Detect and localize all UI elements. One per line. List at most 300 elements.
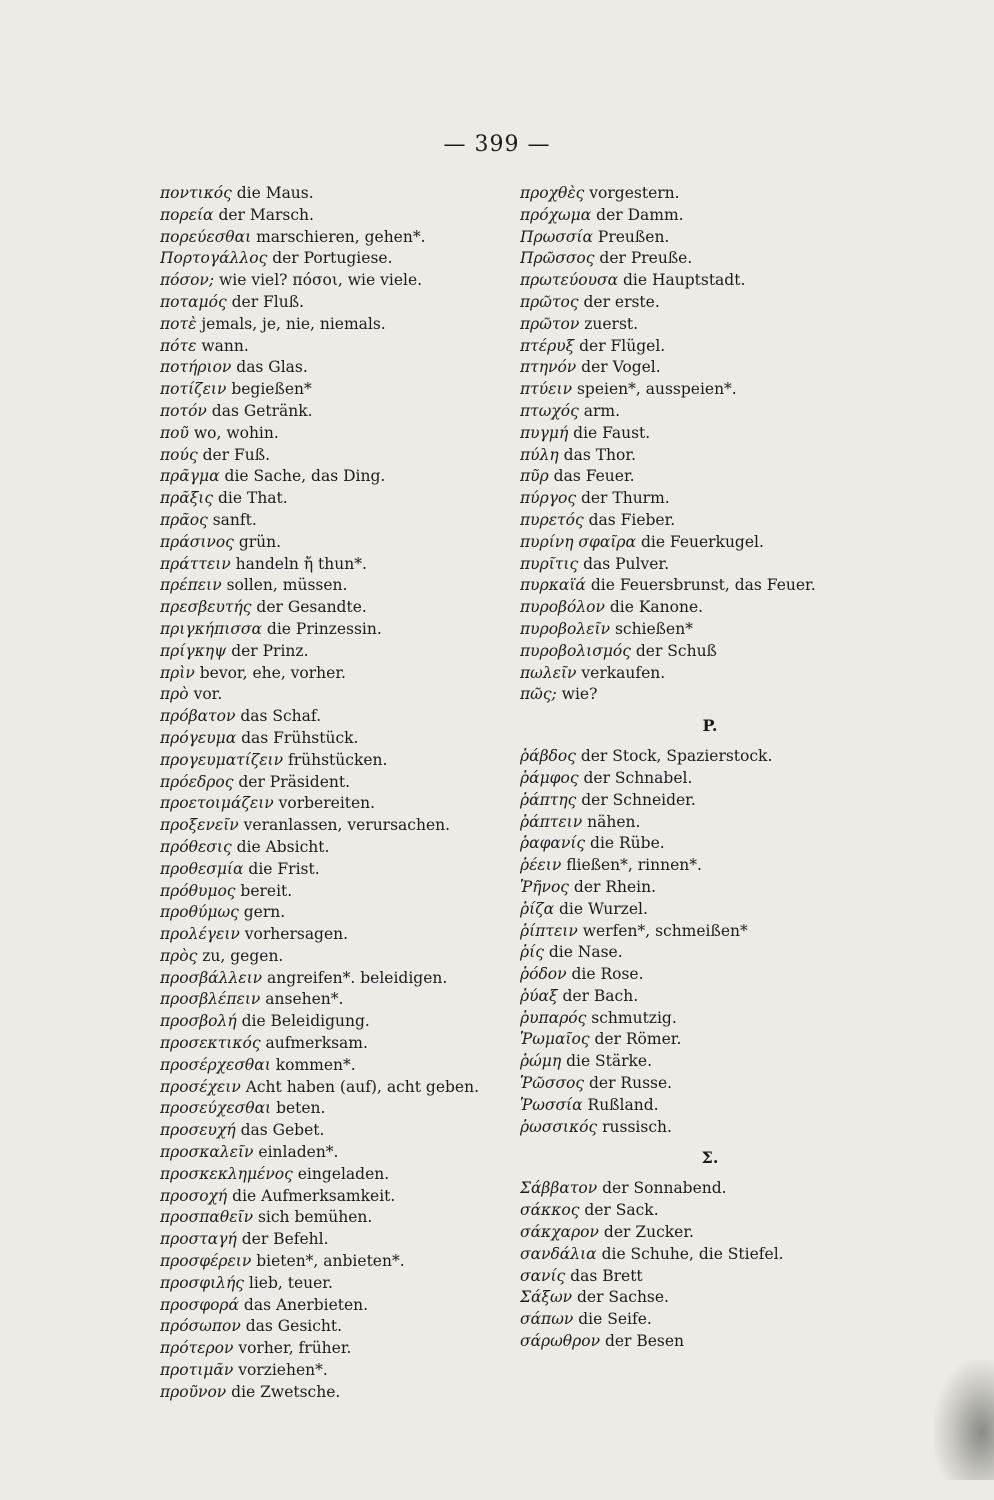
german-translation: der Damm.	[596, 205, 684, 224]
dictionary-entry	[160, 1142, 500, 1164]
dictionary-entry	[520, 986, 840, 1008]
greek-headword: πρὸ	[160, 685, 189, 704]
greek-headword: ποντικός	[160, 184, 232, 202]
german-translation: bevor, ehe, vorher.	[199, 663, 346, 682]
greek-headword: προσφέρειν	[160, 1252, 252, 1271]
greek-headword: ῥίζα	[520, 899, 555, 918]
greek-headword: πρὶν	[160, 663, 195, 682]
greek-headword: προγευματίζειν	[160, 750, 284, 769]
dictionary-entry	[520, 790, 840, 812]
greek-headword: προσβάλλειν	[160, 968, 263, 987]
dictionary-entry	[160, 597, 500, 619]
greek-headword: προτιμᾶν	[160, 1361, 234, 1380]
greek-headword: ποτίζειν	[160, 380, 227, 399]
german-translation: Acht haben (auf), acht geben.	[245, 1077, 479, 1096]
dictionary-entry	[520, 877, 840, 899]
greek-headword: ῥάπτειν	[520, 812, 583, 831]
greek-headword: πρᾶξις	[160, 489, 214, 508]
greek-headword: Πορτογάλλος	[160, 249, 268, 268]
german-translation: vorbereiten.	[278, 794, 376, 813]
german-translation: speien*, ausspeien*.	[576, 380, 737, 399]
german-translation: vorher, früher.	[238, 1339, 352, 1358]
dictionary-entry	[160, 1360, 500, 1382]
greek-headword: πυροβολισμός	[520, 641, 631, 660]
dictionary-entry	[160, 902, 500, 924]
dictionary-entry	[520, 855, 840, 877]
german-translation: Rußland.	[587, 1095, 659, 1114]
greek-headword: πρεσβευτής	[160, 598, 252, 617]
dictionary-entry	[160, 1186, 500, 1208]
greek-headword: πυρκαϊά	[520, 576, 586, 595]
dictionary-entry	[520, 445, 840, 467]
greek-headword: πορεύεσθαι	[160, 227, 252, 246]
german-translation: vorgestern.	[589, 184, 680, 202]
german-translation: die Rose.	[571, 965, 644, 984]
greek-headword: ποτὲ	[160, 314, 197, 333]
greek-headword: πωλεῖν	[520, 663, 577, 682]
dictionary-entry	[160, 1316, 500, 1338]
german-translation: wie viel? πόσοι, wie viele.	[219, 271, 423, 290]
left-column	[160, 183, 500, 1404]
german-translation: arm.	[583, 401, 621, 420]
german-translation: der Marsch.	[218, 205, 314, 224]
dictionary-entry	[160, 793, 500, 815]
german-translation: die Seife.	[578, 1310, 652, 1329]
greek-headword: πρόβατον	[160, 707, 236, 726]
greek-headword: ῥωσσικός	[520, 1117, 598, 1136]
dictionary-entry	[520, 1309, 840, 1331]
greek-headword: πτηνόν	[520, 358, 577, 377]
dictionary-entry	[520, 684, 840, 706]
dictionary-entry	[160, 968, 500, 990]
greek-headword: πόσον;	[160, 271, 215, 290]
german-translation: das Feuer.	[553, 467, 635, 486]
dictionary-entry	[520, 227, 840, 249]
dictionary-entry	[520, 292, 840, 314]
greek-headword: πρόθυμος	[160, 881, 236, 900]
german-translation: das Pulver.	[583, 554, 670, 573]
dictionary-entry	[520, 746, 840, 768]
greek-headword: σανίς	[520, 1266, 566, 1285]
greek-headword: σάρωθρον	[520, 1332, 600, 1351]
dictionary-entry	[160, 423, 500, 445]
greek-headword: προσκαλεῖν	[160, 1143, 254, 1162]
greek-headword: Ῥῶσσος	[520, 1074, 585, 1093]
greek-headword: πριγκήπισσα	[160, 619, 262, 638]
greek-headword: ῥέειν	[520, 856, 562, 875]
dictionary-entry	[160, 1207, 500, 1229]
dictionary-entry	[520, 466, 840, 488]
dictionary-entry	[160, 379, 500, 401]
german-translation: das Gesicht.	[245, 1317, 343, 1336]
german-translation: kommen*.	[275, 1055, 356, 1074]
greek-headword: πτέρυξ	[520, 336, 575, 355]
greek-headword: προθεσμία	[160, 859, 244, 878]
dictionary-entry	[520, 768, 840, 790]
dictionary-entry	[160, 183, 500, 205]
dictionary-entry	[520, 248, 840, 270]
german-translation: der Preuße.	[599, 249, 693, 268]
german-translation: die Faust.	[573, 423, 651, 442]
dictionary-entry	[160, 881, 500, 903]
dictionary-entry	[520, 379, 840, 401]
german-translation: die Rübe.	[590, 834, 665, 853]
greek-headword: πῶς;	[520, 685, 557, 704]
german-translation: die Kanone.	[609, 598, 704, 617]
dictionary-entry	[520, 1200, 840, 1222]
dictionary-entry	[520, 554, 840, 576]
greek-headword: ποτόν	[160, 401, 207, 420]
greek-headword: ῥίπτειν	[520, 921, 578, 940]
greek-headword: προχθὲς	[520, 184, 585, 202]
dictionary-entry	[160, 924, 500, 946]
greek-headword: πύργος	[520, 489, 576, 508]
greek-headword: πυρῖτις	[520, 554, 579, 573]
greek-headword: προσκεκλημένος	[160, 1164, 293, 1183]
german-translation: gern.	[243, 903, 286, 922]
greek-headword: πότε	[160, 336, 197, 355]
german-translation: jemals, je, nie, niemals.	[201, 314, 386, 333]
dictionary-entry	[520, 1117, 840, 1139]
dictionary-entry	[160, 292, 500, 314]
greek-headword: πρὸς	[160, 946, 198, 965]
german-translation: die Feuerkugel.	[640, 532, 764, 551]
dictionary-entry	[160, 706, 500, 728]
dictionary-entry	[160, 1098, 500, 1120]
german-translation: die Schuhe, die Stiefel.	[601, 1244, 784, 1263]
dictionary-entry	[160, 401, 500, 423]
greek-headword: Ῥῆνος	[520, 877, 569, 896]
german-translation: vorhersagen.	[244, 925, 349, 944]
german-translation: handeln ἤ thun*.	[235, 554, 367, 573]
dictionary-entry	[160, 684, 500, 706]
greek-headword: ποταμός	[160, 292, 227, 311]
german-translation: das Frühstück.	[241, 728, 359, 747]
dictionary-entry	[520, 532, 840, 554]
dictionary-entry	[160, 663, 500, 685]
german-translation: die Nase.	[548, 943, 623, 962]
dictionary-entry	[520, 812, 840, 834]
dictionary-entry	[160, 989, 500, 1011]
greek-headword: ῥύαξ	[520, 986, 558, 1005]
greek-headword: ποῦ	[160, 423, 189, 442]
greek-headword: Σάββατον	[520, 1179, 598, 1198]
dictionary-entry	[520, 1266, 840, 1288]
greek-headword: πορεία	[160, 205, 214, 224]
dictionary-entry	[520, 1051, 840, 1073]
german-translation: grün.	[238, 532, 282, 551]
dictionary-entry	[160, 859, 500, 881]
german-translation: fließen*, rinnen*.	[566, 856, 702, 875]
german-translation: das Schaf.	[240, 707, 322, 726]
greek-headword: ῥώμη	[520, 1052, 562, 1071]
german-translation: einladen*.	[258, 1143, 339, 1162]
dictionary-entry	[520, 183, 840, 205]
german-translation: die Feuersbrunst, das Feuer.	[590, 576, 816, 595]
dictionary-entry	[160, 1382, 500, 1404]
greek-headword: σάκκος	[520, 1201, 580, 1220]
german-translation: das Gebet.	[240, 1121, 325, 1140]
german-translation: der Zucker.	[603, 1223, 694, 1242]
german-translation: die Zwetsche.	[231, 1382, 341, 1401]
dictionary-entry	[160, 554, 500, 576]
dictionary-entry	[160, 488, 500, 510]
dictionary-entry	[160, 1077, 500, 1099]
german-translation: schießen*	[614, 619, 693, 638]
dictionary-entry	[160, 641, 500, 663]
dictionary-entry	[160, 1055, 500, 1077]
page-stain	[934, 1360, 994, 1480]
dictionary-entry	[520, 964, 840, 986]
german-translation: eingeladen.	[297, 1164, 390, 1183]
greek-headword: προῦνον	[160, 1382, 227, 1401]
german-translation: die Beleidigung.	[241, 1012, 370, 1031]
greek-headword: Σάξων	[520, 1288, 573, 1307]
greek-headword: πρόγευμα	[160, 728, 237, 747]
greek-headword: πράττειν	[160, 554, 231, 573]
dictionary-entry	[160, 445, 500, 467]
greek-headword: πρῶτος	[520, 292, 579, 311]
german-translation: der Schneider.	[581, 790, 696, 809]
german-translation: marschieren, gehen*.	[256, 227, 426, 246]
greek-headword: ποτήριον	[160, 358, 232, 377]
german-translation: der Fluß.	[231, 292, 305, 311]
greek-headword: πρόσωπον	[160, 1317, 241, 1336]
german-translation: zu, gegen.	[202, 946, 284, 965]
german-translation: sich bemühen.	[257, 1208, 373, 1227]
section-heading-rho: P.	[702, 716, 718, 736]
greek-headword: προθύμως	[160, 903, 239, 922]
greek-headword: πυρίνη σφαῖρα	[520, 532, 636, 551]
dictionary-entry	[160, 728, 500, 750]
german-translation: der Präsident.	[238, 772, 350, 791]
german-translation: veranlassen, verursachen.	[243, 816, 451, 835]
german-translation: aufmerksam.	[265, 1034, 368, 1053]
dictionary-entry	[520, 357, 840, 379]
dictionary-entry	[160, 772, 500, 794]
greek-headword: προσβολή	[160, 1012, 237, 1031]
dictionary-entry	[520, 423, 840, 445]
german-translation: Preußen.	[597, 227, 670, 246]
greek-headword: πυγμή	[520, 423, 569, 442]
german-translation: lieb, teuer.	[248, 1273, 333, 1292]
greek-headword: πυροβόλον	[520, 598, 605, 617]
german-translation: die Sache, das Ding.	[224, 467, 386, 486]
dictionary-entry	[160, 466, 500, 488]
dictionary-entry	[160, 946, 500, 968]
dictionary-entry	[520, 1287, 840, 1309]
german-translation: die That.	[218, 489, 288, 508]
dictionary-entry	[160, 815, 500, 837]
german-translation: die Maus.	[236, 184, 314, 202]
dictionary-entry	[160, 1295, 500, 1317]
german-translation: frühstücken.	[287, 750, 388, 769]
german-translation: ansehen*.	[265, 990, 344, 1009]
dictionary-entry	[520, 942, 840, 964]
dictionary-entry	[160, 314, 500, 336]
german-translation: sanft.	[212, 510, 257, 529]
german-translation: die Wurzel.	[559, 899, 648, 918]
german-translation: der Schuß	[635, 641, 717, 660]
german-translation: angreifen*. beleidigen.	[267, 968, 448, 987]
right-column	[520, 183, 840, 1353]
german-translation: wie?	[561, 685, 598, 704]
german-translation: der Portugiese.	[272, 249, 393, 268]
german-translation: der Sack.	[584, 1201, 659, 1220]
dictionary-entry	[520, 663, 840, 685]
dictionary-entry	[160, 1164, 500, 1186]
greek-headword: πυροβολεῖν	[520, 619, 610, 638]
greek-headword: ῥαφανίς	[520, 834, 586, 853]
dictionary-entry	[520, 314, 840, 336]
dictionary-entry	[520, 1222, 840, 1244]
german-translation: sollen, müssen.	[226, 576, 348, 595]
dictionary-entry	[160, 227, 500, 249]
dictionary-entry	[160, 1011, 500, 1033]
german-translation: der Fuß.	[202, 445, 271, 464]
german-translation: der Befehl.	[241, 1230, 329, 1249]
german-translation: der Gesandte.	[256, 598, 367, 617]
greek-headword: πρᾶγμα	[160, 467, 220, 486]
german-translation: die Prinzessin.	[266, 619, 382, 638]
german-translation: vorziehen*.	[238, 1361, 328, 1380]
greek-headword: σάκχαρον	[520, 1223, 599, 1242]
greek-headword: ῥάπτης	[520, 790, 577, 809]
greek-headword: προσέρχεσθαι	[160, 1055, 271, 1074]
german-translation: bereit.	[240, 881, 293, 900]
dictionary-entry	[160, 336, 500, 358]
dictionary-entry	[160, 1251, 500, 1273]
dictionary-entry	[520, 1008, 840, 1030]
german-translation: der Schnabel.	[583, 768, 693, 787]
german-translation: der Stock, Spazierstock.	[580, 747, 773, 766]
greek-headword: ῥάμφος	[520, 768, 579, 787]
dictionary-entry	[160, 1120, 500, 1142]
german-translation: das Anerbieten.	[243, 1295, 369, 1314]
greek-headword: πούς	[160, 445, 198, 464]
dictionary-entry	[520, 597, 840, 619]
dictionary-entry	[520, 1029, 840, 1051]
german-translation: verkaufen.	[581, 663, 666, 682]
dictionary-entry	[160, 837, 500, 859]
greek-headword: πρότερον	[160, 1339, 234, 1358]
greek-headword: προετοιμάζειν	[160, 794, 274, 813]
greek-headword: πρόθεσις	[160, 837, 232, 856]
rho-entries	[520, 746, 840, 1138]
german-translation: das Glas.	[236, 358, 308, 377]
german-translation: wann.	[201, 336, 249, 355]
dictionary-entry	[160, 1273, 500, 1295]
german-translation: beten.	[276, 1099, 326, 1118]
greek-headword: προσπαθεῖν	[160, 1208, 254, 1227]
dictionary-entry	[520, 619, 840, 641]
dictionary-entry	[520, 833, 840, 855]
german-translation: der erste.	[583, 292, 660, 311]
german-translation: der Römer.	[594, 1030, 682, 1049]
greek-headword: πράσινος	[160, 532, 234, 551]
dictionary-entry	[520, 1331, 840, 1353]
page-number: — 399 —	[443, 132, 551, 157]
german-translation: schmutzig.	[591, 1008, 677, 1027]
dictionary-entry	[520, 921, 840, 943]
dictionary-entry	[160, 510, 500, 532]
dictionary-entry	[160, 1338, 500, 1360]
greek-headword: προσεύχεσθαι	[160, 1099, 272, 1118]
dictionary-entry	[520, 205, 840, 227]
greek-headword: ῥάβδος	[520, 747, 576, 766]
greek-headword: προξενεῖν	[160, 816, 239, 835]
dictionary-entry	[160, 750, 500, 772]
greek-headword: πρόχωμα	[520, 205, 592, 224]
dictionary-entry	[520, 336, 840, 358]
german-translation: der Besen	[604, 1332, 685, 1351]
german-translation: bieten*, anbieten*.	[256, 1252, 405, 1271]
dictionary-entry	[160, 357, 500, 379]
dictionary-entry	[520, 510, 840, 532]
german-translation: das Getränk.	[211, 401, 313, 420]
dictionary-entry	[520, 401, 840, 423]
greek-headword: πυρετός	[520, 510, 584, 529]
dictionary-entry	[160, 575, 500, 597]
pi-entries	[520, 183, 840, 706]
dictionary-entry	[520, 1178, 840, 1200]
dictionary-entry	[160, 270, 500, 292]
german-translation: begießen*	[231, 380, 312, 399]
greek-headword: πρᾶος	[160, 510, 208, 529]
greek-headword: πύλη	[520, 445, 559, 464]
greek-headword: προσοχή	[160, 1186, 228, 1205]
german-translation: das Thor.	[563, 445, 637, 464]
dictionary-entry	[160, 1033, 500, 1055]
greek-headword: σανδάλια	[520, 1244, 597, 1263]
dictionary-entry	[520, 488, 840, 510]
greek-headword: πτύειν	[520, 380, 573, 399]
dictionary-entry	[160, 248, 500, 270]
greek-headword: Πρωσσία	[520, 227, 593, 246]
dictionary-entry	[160, 619, 500, 641]
german-translation: der Thurm.	[580, 489, 670, 508]
greek-headword: ῥίς	[520, 943, 544, 962]
sigma-entries	[520, 1178, 840, 1352]
greek-headword: προσευχή	[160, 1121, 236, 1140]
german-translation: der Prinz.	[231, 641, 309, 660]
german-translation: der Russe.	[589, 1074, 673, 1093]
german-translation: der Flügel.	[579, 336, 666, 355]
dictionary-entry	[520, 1095, 840, 1117]
german-translation: wo, wohin.	[193, 423, 279, 442]
german-translation: die Stärke.	[566, 1052, 653, 1071]
greek-headword: ῥυπαρός	[520, 1008, 587, 1027]
german-translation: die Aufmerksamkeit.	[232, 1186, 396, 1205]
german-translation: der Rhein.	[573, 877, 657, 896]
german-translation: das Fieber.	[588, 510, 676, 529]
greek-headword: προσβλέπειν	[160, 990, 261, 1009]
greek-headword: προλέγειν	[160, 925, 240, 944]
greek-headword: προσταγή	[160, 1230, 237, 1249]
greek-headword: προσφορά	[160, 1295, 239, 1314]
german-translation: nähen.	[587, 812, 641, 831]
greek-headword: Ῥωσσία	[520, 1095, 583, 1114]
dictionary-entry	[520, 575, 840, 597]
german-translation: werfen*, schmeißen*	[582, 921, 748, 940]
greek-headword: ῥόδον	[520, 965, 567, 984]
german-translation: der Bach.	[562, 986, 639, 1005]
greek-headword: πῦρ	[520, 467, 549, 486]
section-heading-sigma: Σ.	[701, 1148, 719, 1168]
german-translation: die Frist.	[248, 859, 320, 878]
dictionary-entry	[520, 270, 840, 292]
dictionary-entry	[160, 205, 500, 227]
